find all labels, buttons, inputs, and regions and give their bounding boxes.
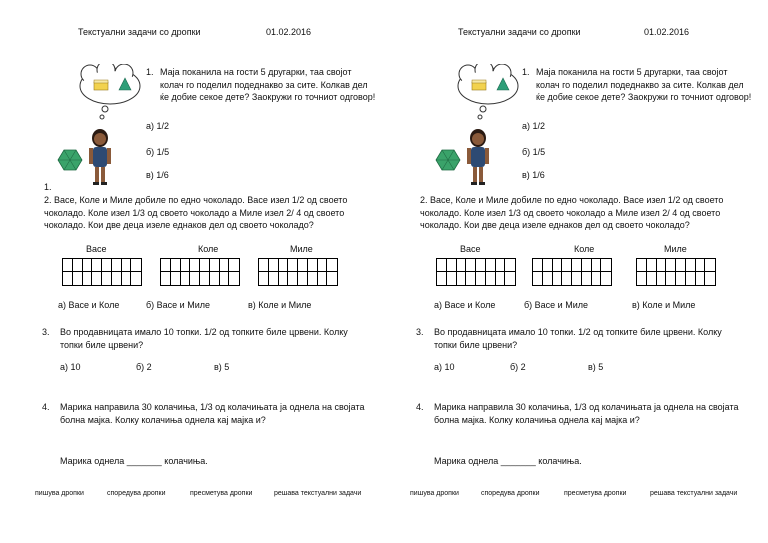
worksheet-right xyxy=(384,0,768,543)
footer-item-2: споредува дропки xyxy=(107,490,166,497)
question-1-option-a[interactable]: а) 1/2 xyxy=(146,121,170,131)
question-2-text: 2. Васе, Коле и Миле добиле по едно чоколадо. Васе изел 1/2 од своето чоколадо. Коле изел 1/3 од своето чоколадо а Миле изел 2/ 4 од своето чоколадо. Кои две деца изеле еднаков дел од своето чоколадо? xyxy=(420,195,724,230)
question-3-number: 3. xyxy=(42,327,50,337)
chocolate-bar-mile xyxy=(258,258,338,286)
question-1 xyxy=(146,66,376,104)
hexagon-icon xyxy=(436,150,460,170)
footer-item-3: пресметува дропки xyxy=(564,490,627,497)
name-kole: Коле xyxy=(198,244,219,254)
name-mile: Миле xyxy=(290,244,313,254)
girl-icon xyxy=(89,129,111,185)
stray-number: 1. xyxy=(44,182,52,192)
question-3-option-c[interactable]: в) 5 xyxy=(588,362,604,372)
footer-item-2: споредува дропки xyxy=(481,490,540,497)
question-1 xyxy=(522,66,752,104)
name-mile: Миле xyxy=(664,244,687,254)
name-vase: Васе xyxy=(86,244,107,254)
footer-item-1: пишува дропки xyxy=(410,490,459,497)
question-3 xyxy=(42,326,372,351)
name-vase: Васе xyxy=(460,244,481,254)
question-3-text: Во продавницата имало 10 топки. 1/2 од топките биле црвени. Колку топки биле црвени? xyxy=(60,327,348,350)
question-4 xyxy=(416,401,746,427)
hexagon-icon xyxy=(58,150,82,170)
girl-thinking-illustration xyxy=(50,64,145,189)
chocolate-bar-kole xyxy=(532,258,612,286)
question-1-text: Маја поканила на гости 5 другарки, таа својот колач го поделил подеднакво за сите. Колкав дел ќе добие секое дете? Заокружи го точниот одговор! xyxy=(160,67,376,102)
question-2-option-c[interactable]: в) Коле и Миле xyxy=(632,300,696,310)
name-kole: Коле xyxy=(574,244,595,254)
question-1-option-b[interactable]: б) 1/5 xyxy=(146,147,170,157)
cake-icon xyxy=(94,80,108,90)
question-1-number: 1. xyxy=(522,67,530,77)
footer-item-4: решава текстуални задачи xyxy=(274,490,362,497)
question-3-text: Во продавницата имало 10 топки. 1/2 од топките биле црвени. Колку топки биле црвени? xyxy=(434,327,722,350)
question-2-option-b[interactable]: б) Васе и Миле xyxy=(524,300,588,310)
question-3-number: 3. xyxy=(416,327,424,337)
question-2-option-b[interactable]: б) Васе и Миле xyxy=(146,300,210,310)
question-3-option-c[interactable]: в) 5 xyxy=(214,362,230,372)
question-2-option-a[interactable]: а) Васе и Коле xyxy=(434,300,496,310)
question-4-number: 4. xyxy=(416,402,424,412)
footer-item-4: решава текстуални задачи xyxy=(650,490,738,497)
question-3-option-b[interactable]: б) 2 xyxy=(136,362,152,372)
question-2-option-a[interactable]: а) Васе и Коле xyxy=(58,300,120,310)
chocolate-bar-mile xyxy=(636,258,716,286)
cake-icon xyxy=(472,80,486,90)
question-3-option-a[interactable]: а) 10 xyxy=(434,362,455,372)
girl-thinking-illustration xyxy=(428,64,523,189)
question-1-option-a[interactable]: а) 1/2 xyxy=(522,121,546,131)
question-1-option-c[interactable]: в) 1/6 xyxy=(522,170,545,180)
question-4 xyxy=(42,401,372,427)
worksheet-title: Текстуални задачи со дропки xyxy=(78,27,201,37)
question-1-option-b[interactable]: б) 1/5 xyxy=(522,147,546,157)
question-1-number: 1. xyxy=(146,67,154,77)
question-3-option-a[interactable]: а) 10 xyxy=(60,362,81,372)
answer-line[interactable]: Марика однела _______ колачиња. xyxy=(434,456,582,466)
question-4-text: Марика направила 30 колачиња, 1/3 од колачињата ја однела на својата болна мајка. Колку колачиња однела кај мајка и? xyxy=(60,402,365,425)
chocolate-bar-kole xyxy=(160,258,240,286)
footer-item-3: пресметува дропки xyxy=(190,490,253,497)
question-2-text: 2. Васе, Коле и Миле добиле по едно чоколадо. Васе изел 1/2 од своето чоколадо. Коле изел 1/3 од своето чоколадо а Миле изел 2/ 4 од своето чоколадо. Кои две деца изеле еднаков дел од своето чоколадо? xyxy=(44,195,348,230)
question-4-number: 4. xyxy=(42,402,50,412)
question-1-text: Маја поканила на гости 5 другарки, таа својот колач го поделил подеднакво за сите. Колкав дел ќе добие секое дете? Заокружи го точниот одговор! xyxy=(536,67,752,102)
answer-line[interactable]: Марика однела _______ колачиња. xyxy=(60,456,208,466)
thought-bubble xyxy=(80,64,140,119)
worksheet-date: 01.02.2016 xyxy=(644,27,690,37)
worksheet-date: 01.02.2016 xyxy=(266,27,312,37)
chocolate-bar-vase xyxy=(62,258,142,286)
question-3-option-b[interactable]: б) 2 xyxy=(510,362,526,372)
question-4-text: Марика направила 30 колачиња, 1/3 од колачињата ја однела на својата болна мајка. Колку колачиња однела кај мајка и? xyxy=(434,402,739,425)
question-3 xyxy=(416,326,746,351)
worksheet-title: Текстуални задачи со дропки xyxy=(458,27,581,37)
thought-bubble xyxy=(458,64,518,119)
question-2-option-c[interactable]: в) Коле и Миле xyxy=(248,300,312,310)
chocolate-bar-vase xyxy=(436,258,516,286)
footer-item-1: пишува дропки xyxy=(35,490,84,497)
question-1-option-c[interactable]: в) 1/6 xyxy=(146,170,169,180)
girl-icon xyxy=(467,129,489,185)
